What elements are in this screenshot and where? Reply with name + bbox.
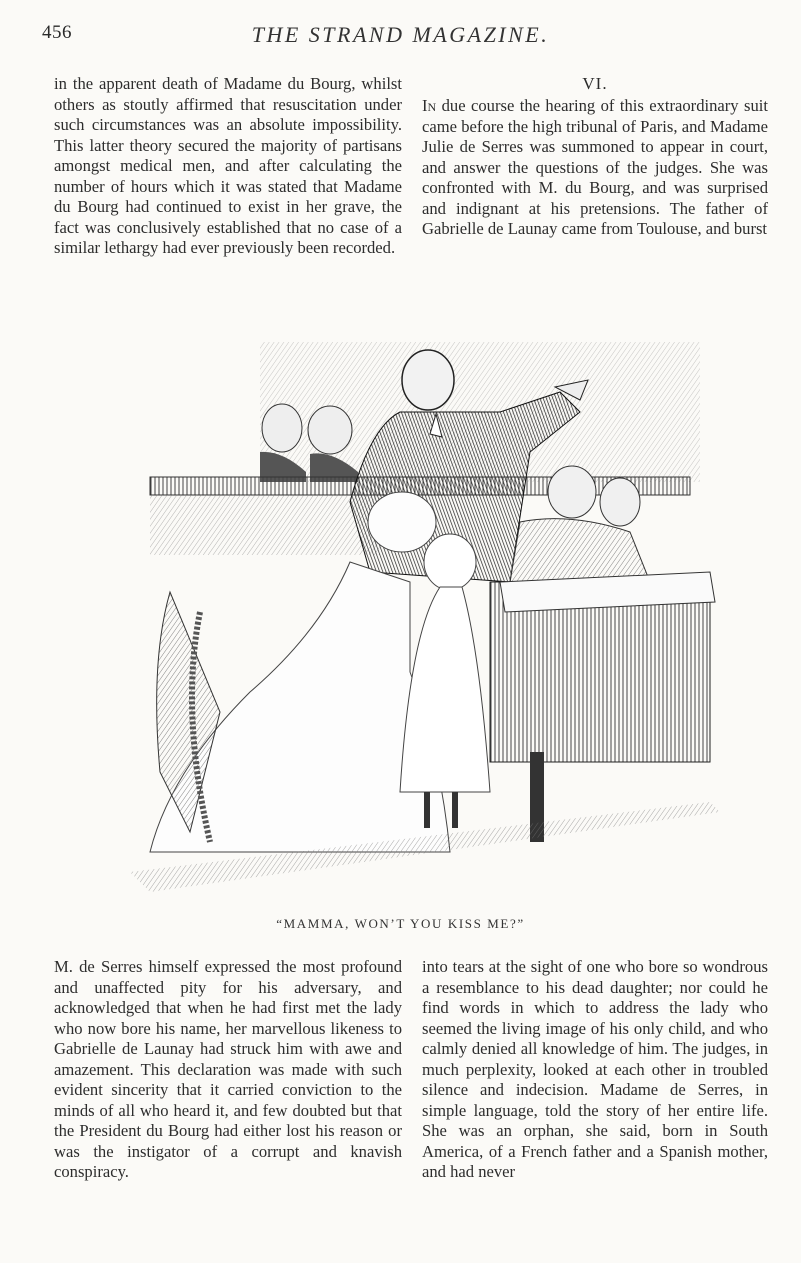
courtroom-engraving <box>110 332 730 912</box>
paragraph <box>422 96 768 240</box>
column-top-left <box>54 74 402 259</box>
paragraph: into tears at the sight of one who bore so wondrous a resemblance to his dead daughter; nor could he find words in which to address the lady who seemed the living image of his only child, and who calmly denied all knowledge of him. The judges, in much perplexity, looked at each other in troubled silence and indecision. Madame de Serres, in simple language, told the story of her entire life. She was an orphan, she said, born in South America, of a French father and a Spanish mother, and had never <box>422 957 768 1181</box>
paragraph-text: due course the hearing of this extraordinary suit came before the high tribunal of Paris, and Madame Julie de Serres was summoned to appear in court, and answer the questions of the judges. She was confronted with M. du Bourg, and was surprised and indignant at his pretensions. The father of Gabrielle de Launay came from Toulouse, and burst <box>422 96 768 238</box>
illustration-caption: “MAMMA, WON’T YOU KISS ME?” <box>276 916 525 931</box>
paragraph: in the apparent death of Madame du Bourg, whilst others as stoutly affirmed that resuscitation under such circumstances was an absolute impossibility. This latter theory secured the majority of partisans amongst medical men, and after calculating the number of hours which it was stated that Madame du Bourg had continued to exist in her grave, the fact was conclusively established that no case of a similar lethargy had ever previously been recorded. <box>54 74 402 257</box>
section-number: VI. <box>582 74 608 93</box>
running-head: THE STRAND MAGAZINE. <box>251 22 550 47</box>
paragraph: M. de Serres himself expressed the most profound and unaffected pity for his adversary, and acknowledged that when he had first met the lady who now bore his name, her marvellous likeness to Gabrielle de Launay had struck him with awe and amazement. This declaration was made with such evident sincerity that it carried conviction to the minds of all who heard it, and few doubted but that the President du Bourg had either lost his reason or was the instigator of a corrupt and knavish conspiracy. <box>54 957 402 1181</box>
column-bottom-right <box>422 957 768 1183</box>
column-bottom-left <box>54 957 402 1183</box>
lead-word: In <box>422 96 437 115</box>
page-number: 456 <box>42 22 72 43</box>
illustration <box>110 332 730 912</box>
column-top-right <box>422 96 768 240</box>
